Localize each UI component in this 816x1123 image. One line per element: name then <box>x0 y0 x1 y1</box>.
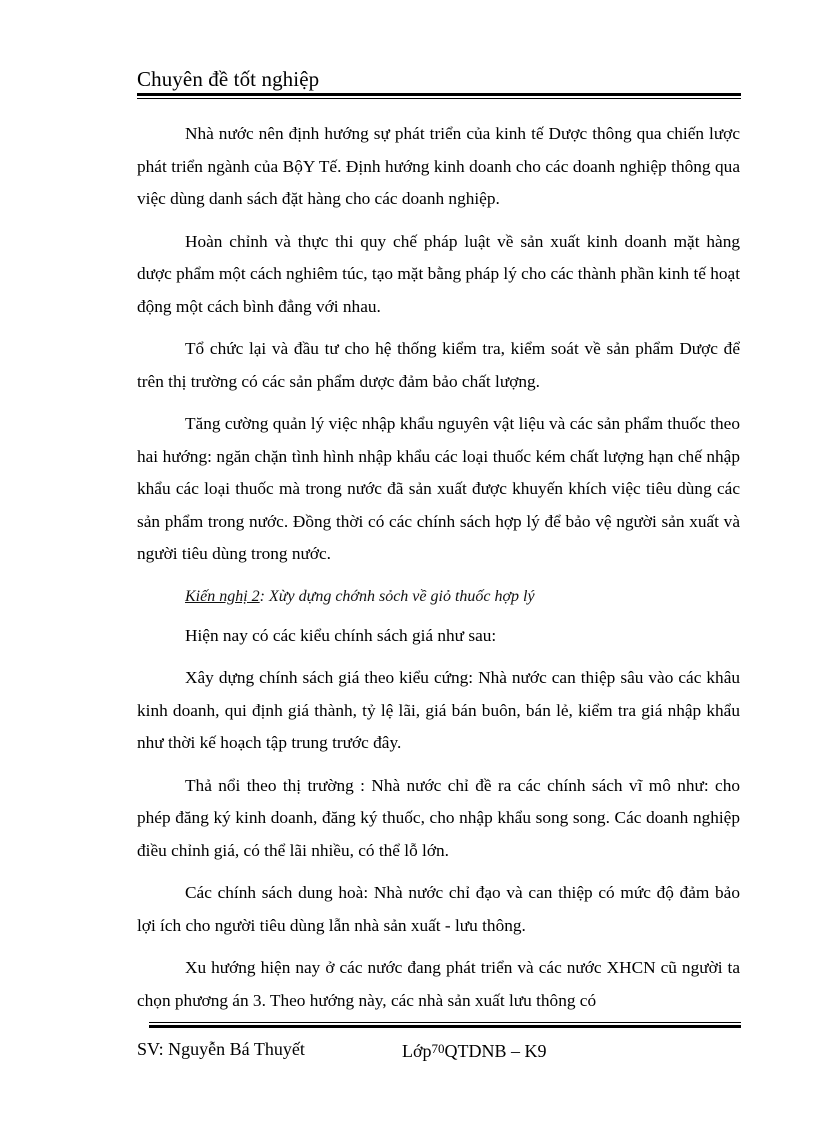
page-header <box>137 66 741 99</box>
header-rule-thin <box>137 98 741 99</box>
paragraph: Hiện nay có các kiểu chính sách giá như sau: <box>185 625 497 645</box>
recommendation-text: : Xừy dựng chớnh sỏch về giỏ thuốc hợp lý <box>259 587 535 605</box>
paragraph: Tổ chức lại và đầu tư cho hệ thống kiểm tra, kiểm soát về sản phẩm Dược để trên thị trường có các sản phẩm dược đảm bảo chất lượng. <box>137 339 740 391</box>
paragraph: Thả nổi theo thị trường : Nhà nước chỉ đề ra các chính sách vĩ mô như: cho phép đăng ký kinh doanh, đăng ký thuốc, cho nhập khẩu song song. Các doanh nghiệp điều chỉnh giá, có thể lãi nhiều, có thể lỗ lớn. <box>137 775 740 860</box>
class-suffix: QTDNB – K9 <box>444 1041 547 1061</box>
body-text <box>137 118 740 1027</box>
recommendation-label: Kiến nghị 2 <box>185 587 260 605</box>
footer-rules <box>149 1022 741 1028</box>
header-rule-thick <box>137 93 741 96</box>
page-number: 70 <box>431 1041 445 1056</box>
paragraph: Xây dựng chính sách giá theo kiểu cứng: Nhà nước can thiệp sâu vào các khâu kinh doanh, qui định giá thành, tỷ lệ lãi, giá bán buôn, bán lẻ, kiểm tra giá nhập khẩu như thời kế hoạch tập trung trước đây. <box>137 668 740 752</box>
paragraph: Các chính sách dung hoà: Nhà nước chỉ đạo và can thiệp có mức độ đảm bảo lợi ích cho người tiêu dùng lẫn nhà sản xuất - lưu thông. <box>137 883 740 935</box>
paragraph: Hoàn chỉnh và thực thi quy chế pháp luật về sản xuất kinh doanh mặt hàng dược phẩm một cách nghiêm túc, tạo mặt bằng pháp lý cho các thành phần kinh tế hoạt động một cách bình đẳng với nhau. <box>137 231 741 316</box>
paragraph: Tăng cường quản lý việc nhập khẩu nguyên vật liệu và các sản phẩm thuốc theo hai hướng: ngăn chặn tình hình nhập khẩu các loại thuốc kém chất lượng hạn chế nhập khẩu các loại thuốc mà trong nước đã sản xuất được khuyến khích việc tiêu dùng các sản phẩm trong nước. Đồng thời có các chính sách hợp lý để bảo vệ người sản xuất và người tiêu dùng trong nước. <box>137 414 740 563</box>
header-title: Chuyên đề tốt nghiệp <box>137 67 320 91</box>
footer-rule-thin <box>149 1022 741 1023</box>
class-prefix: Lớp <box>402 1041 432 1061</box>
paragraph: Xu hướng hiện nay ở các nước đang phát triển và các nước XHCN cũ người ta chọn phương án 3. Theo hướng này, các nhà sản xuất lưu thông có <box>137 958 740 1010</box>
footer-text <box>137 1036 741 1062</box>
page-footer <box>137 1022 741 1062</box>
class-info <box>402 1036 547 1064</box>
student-name: SV: Nguyễn Bá Thuyết <box>137 1039 305 1059</box>
paragraph: Nhà nước nên định hướng sự phát triển của kinh tế Dược thông qua chiến lược phát triển ngành của BộY Tế. Định hướng kinh doanh cho các doanh nghiệp thông qua việc dùng danh sách đặt hàng cho các doanh nghiệp. <box>137 124 740 208</box>
footer-rule-thick <box>149 1025 741 1028</box>
recommendation-heading <box>137 581 740 613</box>
